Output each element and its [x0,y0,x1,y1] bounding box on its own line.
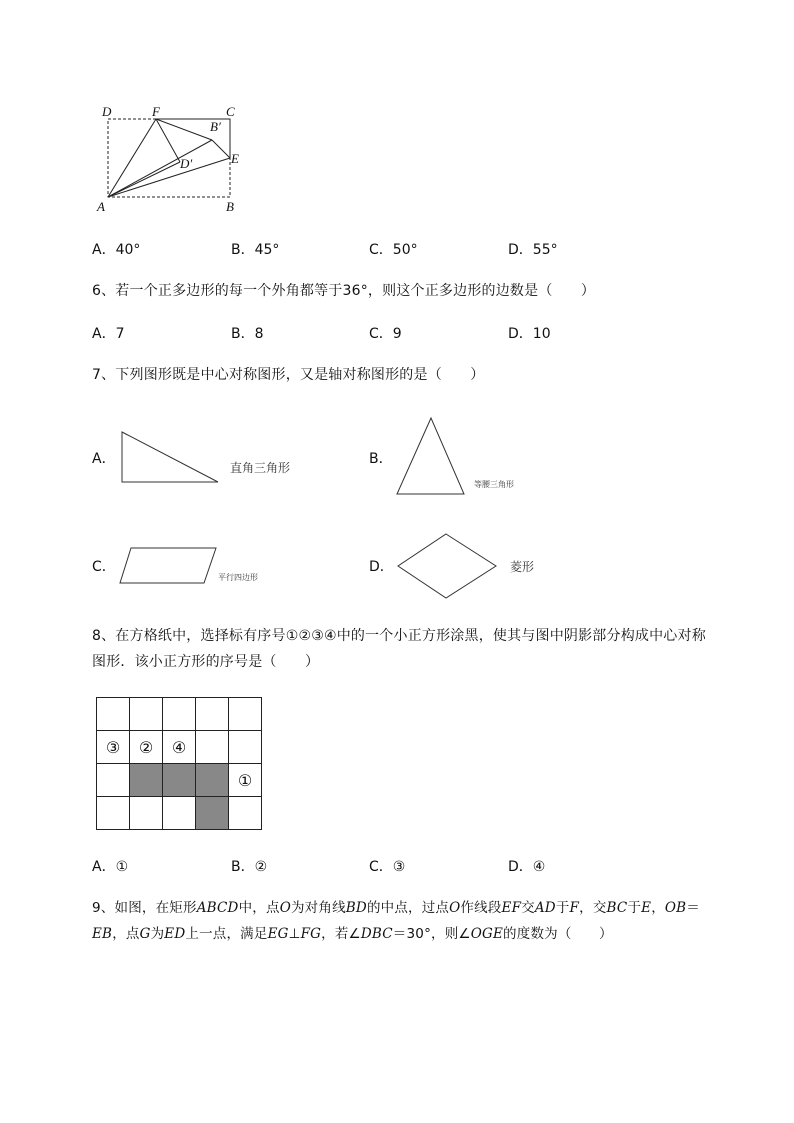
q9-var: ED [164,926,186,942]
grid-cell-shaded [163,764,196,797]
q9-text: 为对角线 [290,900,346,916]
option-letter: D． [508,242,533,258]
q9-text: 的度数为（ ） [503,926,613,942]
grid-cell [97,698,130,731]
q9-var: BD [345,900,367,916]
q9-text: 上一点，满足 [185,926,268,942]
label-F: F [152,104,160,119]
q7-caption-a: 直角三角形 [230,461,291,475]
label-B-prime: B′ [210,119,221,134]
q6-option-d[interactable] [508,325,551,343]
q9-var: AD [534,900,556,916]
q8-option-a[interactable] [92,858,128,876]
q9-stem-line1 [92,896,700,920]
label-C: C [226,104,235,119]
q7-caption-d: 菱形 [510,560,535,574]
grid-cell [229,797,262,830]
option-letter: A． [92,859,116,875]
label-D: D [102,104,112,119]
q9-var: EG [267,926,289,942]
grid-cell-numbered: ③ [97,731,130,764]
q9-var: EB [92,926,113,942]
option-letter: B． [369,451,393,467]
option-text: ④ [532,859,546,875]
option-text: 8 [254,326,264,342]
grid-row [97,731,262,764]
q8-option-b[interactable] [231,858,267,876]
q9-var: BC [606,900,628,916]
q7-caption-c: 平行四边形 [218,573,258,582]
grid-cell [229,698,262,731]
option-text: 45° [254,242,280,258]
grid-cell [196,731,229,764]
q9-var: DBC [360,926,393,942]
q9-var: OGE [470,926,504,942]
q9-var: OB [664,900,687,916]
q9-var: E [641,900,652,916]
q9-text: 于 [627,900,642,916]
q9-text: ，点 [112,926,140,942]
q6-stem: 6、若一个正多边形的每一个外角都等于36°，则这个正多边形的边数是（ ） [92,283,596,299]
q9-text: 作线段 [460,900,502,916]
grid-cell-shaded [130,764,163,797]
option-text: 50° [392,242,418,258]
option-letter: B． [231,326,255,342]
label-A: A [97,199,105,214]
option-text: 7 [115,326,125,342]
q7-stem: 7、下列图形既是中心对称图形，又是轴对称图形的是（ ） [92,367,485,383]
q7-option-d[interactable] [369,558,394,576]
label-B: B [226,199,234,214]
option-letter: A． [92,451,116,467]
q9-var: ABCD [196,900,239,916]
grid-cell [97,797,130,830]
grid-cell [97,764,130,797]
q7-option-b[interactable] [369,450,393,468]
option-letter: A． [92,242,116,258]
option-letter: C． [92,559,116,575]
q7-option-a[interactable] [92,450,116,468]
q9-text: ，交 [579,900,607,916]
q9-stem-line2 [92,922,613,946]
q9-text: 9、如图，在矩形 [92,900,197,916]
grid-cell-numbered: ① [229,764,262,797]
q8-option-d[interactable] [508,858,545,876]
q9-text: ， [651,900,665,916]
q6-option-c[interactable] [369,325,402,343]
q9-var: G [139,926,151,942]
option-letter: C． [369,326,393,342]
q9-text: ，若∠ [321,926,361,942]
option-text: ② [254,859,268,875]
q9-text: ＝30°，则∠ [392,926,471,942]
q8-grid [96,697,262,830]
option-text: ① [115,859,129,875]
q5-option-d[interactable] [508,241,558,259]
rhombus-shape [396,532,500,600]
label-D-prime: D′ [180,156,193,171]
q6-option-a[interactable] [92,325,125,343]
q9-text: 交 [521,900,535,916]
q9-text: ＝ [686,900,700,916]
q5-figure [94,100,254,220]
grid-cell [130,698,163,731]
q9-text: 于 [555,900,570,916]
grid-table [96,697,262,830]
grid-cell-numbered: ② [130,731,163,764]
option-letter: D． [508,326,533,342]
q5-option-b[interactable] [231,241,279,259]
grid-cell-shaded [196,797,229,830]
q8-stem-line2: 图形．该小正方形的序号是（ ） [92,654,320,670]
option-letter: B． [231,859,255,875]
option-letter: D． [369,559,394,575]
q9-text: 中，点 [238,900,280,916]
grid-cell [163,797,196,830]
isosceles-triangle-shape [394,414,468,498]
q9-var: O [279,900,291,916]
option-text: 10 [532,326,551,342]
q5-option-a[interactable] [92,241,140,259]
parallelogram-shape [118,544,220,586]
grid-cell-numbered: ④ [163,731,196,764]
option-text: 9 [392,326,402,342]
grid-row [97,698,262,731]
option-text: 40° [115,242,141,258]
option-text: ③ [392,859,406,875]
label-E: E [231,151,239,166]
q9-var: EF [501,900,522,916]
q5-option-c[interactable] [369,241,418,259]
q7-caption-b: 等腰三角形 [474,480,514,489]
option-letter: B． [231,242,255,258]
grid-row [97,764,262,797]
q7-option-c[interactable] [92,558,116,576]
right-triangle-shape [118,428,222,486]
option-letter: D． [508,859,533,875]
q9-var: O [449,900,461,916]
q6-option-b[interactable] [231,325,264,343]
q9-text: 的中点，过点 [366,900,450,916]
option-letter: C． [369,859,393,875]
q8-stem-line1: 8、在方格纸中，选择标有序号①②③④中的一个小正方形涂黑，使其与图中阴影部分构成中心对称 [92,628,706,644]
q9-var: F [569,900,580,916]
q9-text: 为 [150,926,165,942]
q9-text: ⊥ [288,926,301,942]
q8-option-c[interactable] [369,858,405,876]
grid-cell [163,698,196,731]
grid-cell-shaded [196,764,229,797]
option-letter: C． [369,242,393,258]
grid-cell [229,731,262,764]
grid-cell [196,698,229,731]
q9-var: FG [300,926,322,942]
grid-cell [130,797,163,830]
option-letter: A． [92,326,116,342]
option-text: 55° [532,242,558,258]
grid-row [97,797,262,830]
